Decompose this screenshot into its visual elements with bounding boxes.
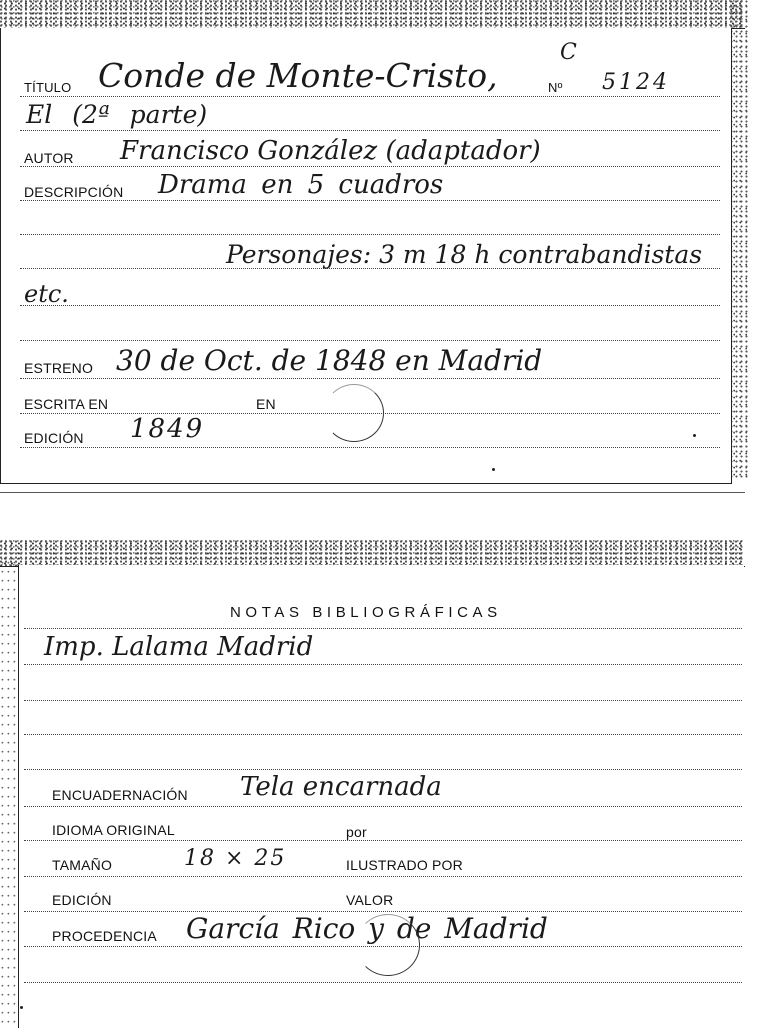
handwritten-numero-letter: C: [560, 40, 577, 65]
label-tamano: TAMAÑO: [52, 857, 113, 873]
card-edge-right: [730, 0, 748, 480]
label-en: EN: [256, 396, 276, 412]
handwritten-procedencia: García Rico y de Madrid: [186, 912, 548, 945]
rule-line: [20, 305, 720, 306]
label-ilustrado-por: ILUSTRADO POR: [346, 857, 463, 873]
rule-line: [20, 378, 720, 379]
handwritten-encuadernacion: Tela encarnada: [240, 772, 442, 802]
label-edicion: EDICIÓN: [24, 430, 84, 446]
label-numero: Nº: [548, 80, 563, 95]
rule-line: [24, 982, 742, 983]
label-autor: AUTOR: [24, 150, 74, 166]
rule-line: [24, 664, 742, 665]
label-encuadernacion: ENCUADERNACIÓN: [52, 787, 188, 803]
notas-bibliograficas-title: NOTAS BIBLIOGRÁFICAS: [230, 604, 502, 621]
handwritten-notas: Imp. Lalama Madrid: [44, 632, 314, 662]
handwritten-edicion: 1849: [130, 414, 205, 444]
rule-line: [24, 840, 742, 841]
handwritten-personajes: Personajes: 3 m 18 h contrabandistas: [226, 240, 703, 269]
ink-dot: [492, 468, 495, 471]
rule-line: [24, 769, 742, 770]
rule-line: [24, 876, 742, 877]
handwritten-personajes-cont: etc.: [24, 280, 69, 308]
label-edicion: EDICIÓN: [52, 892, 112, 908]
rule-line: [20, 340, 720, 341]
label-estreno: ESTRENO: [24, 360, 94, 376]
stamp-circle: [356, 914, 420, 976]
rule-line: [24, 628, 742, 629]
rule-line: [24, 734, 742, 735]
rule-line: [20, 166, 720, 167]
rule-line: [20, 200, 720, 201]
label-titulo: TÍTULO: [24, 80, 72, 95]
card-edge-top: [0, 540, 745, 567]
label-escrita-en: ESCRITA EN: [24, 396, 109, 412]
label-por: por: [346, 824, 367, 840]
handwritten-descripcion: Drama en 5 cuadros: [158, 170, 444, 200]
rule-line: [24, 806, 742, 807]
handwritten-estreno: 30 de Oct. de 1848 en Madrid: [116, 344, 543, 377]
scan-separator: [0, 492, 745, 493]
handwritten-autor: Francisco González (adaptador): [120, 136, 541, 166]
label-idioma-original: IDIOMA ORIGINAL: [52, 822, 175, 838]
ink-dot: [20, 1006, 23, 1009]
ink-dot: [693, 434, 696, 437]
handwritten-titulo: Conde de Monte-Cristo,: [98, 56, 498, 95]
label-valor: VALOR: [346, 892, 394, 908]
card-edge-top: [0, 0, 745, 29]
rule-line: [24, 700, 742, 701]
label-procedencia: PROCEDENCIA: [52, 928, 157, 944]
handwritten-titulo-line2: El (2ª parte): [26, 100, 208, 129]
rule-line: [20, 447, 720, 448]
rule-line: [20, 96, 720, 97]
rule-line: [20, 234, 720, 235]
handwritten-numero: 5124: [602, 70, 670, 95]
label-descripcion: DESCRIPCIÓN: [24, 184, 124, 200]
stamp-circle: [324, 384, 384, 442]
handwritten-tamano: 18 × 25: [184, 846, 287, 871]
rule-line: [20, 130, 720, 131]
card-edge-left: [0, 560, 18, 1028]
